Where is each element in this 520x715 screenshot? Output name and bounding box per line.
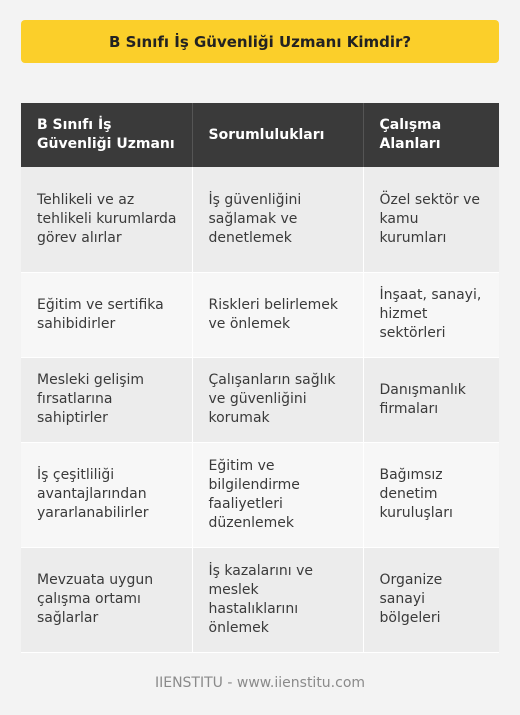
table-cell: Mesleki gelişim fırsatlarına sahiptirler xyxy=(21,357,192,442)
table-row xyxy=(21,547,499,652)
table-row xyxy=(21,167,499,272)
table-cell: İnşaat, sanayi, hizmet sektörleri xyxy=(363,272,499,357)
table-cell: Eğitim ve bilgilendirme faaliyetleri düzenlemek xyxy=(192,442,363,547)
column-header-work-areas: Çalışma Alanları xyxy=(363,103,499,167)
table-row xyxy=(21,357,499,442)
table-cell: Özel sektör ve kamu kurumları xyxy=(363,167,499,272)
table-row xyxy=(21,272,499,357)
table-cell: Riskleri belirlemek ve önlemek xyxy=(192,272,363,357)
table-cell: Çalışanların sağlık ve güvenliğini korumak xyxy=(192,357,363,442)
column-header-responsibilities: Sorumlulukları xyxy=(192,103,363,167)
table-cell: Danışmanlık firmaları xyxy=(363,357,499,442)
table-cell: Eğitim ve sertifika sahibidirler xyxy=(21,272,192,357)
table-cell: İş kazalarını ve meslek hastalıklarını önlemek xyxy=(192,547,363,652)
table-cell: İş güvenliğini sağlamak ve denetlemek xyxy=(192,167,363,272)
table-cell: Tehlikeli ve az tehlikeli kurumlarda görev alırlar xyxy=(21,167,192,272)
page-title: B Sınıfı İş Güvenliği Uzmanı Kimdir? xyxy=(21,20,499,63)
table-cell: Bağımsız denetim kuruluşları xyxy=(363,442,499,547)
table-cell: İş çeşitliliği avantajlarından yararlanabilirler xyxy=(21,442,192,547)
table-header-row xyxy=(21,103,499,167)
table-row xyxy=(21,442,499,547)
column-header-specialist: B Sınıfı İş Güvenliği Uzmanı xyxy=(21,103,192,167)
info-table xyxy=(21,103,499,653)
table-cell: Mevzuata uygun çalışma ortamı sağlarlar xyxy=(21,547,192,652)
table-cell: Organize sanayi bölgeleri xyxy=(363,547,499,652)
footer-credit: IIENSTITU - www.iienstitu.com xyxy=(154,675,366,691)
